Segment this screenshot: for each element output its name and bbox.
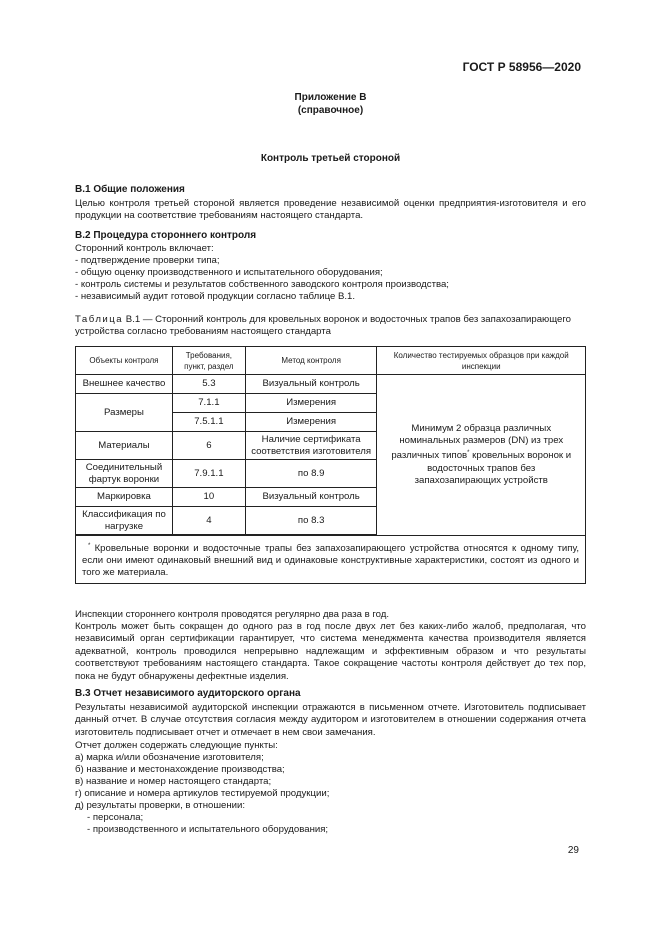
table-cell: Визуальный контроль bbox=[245, 488, 377, 507]
section-b1-title: В.1 Общие положения bbox=[75, 184, 185, 195]
list-item: - общую оценку производственного и испытательного оборудования; bbox=[75, 267, 383, 278]
table-cell: Визуальный контроль bbox=[245, 375, 377, 394]
table-cell: Соединительный фартук воронки bbox=[76, 460, 173, 488]
table-cell: Маркировка bbox=[76, 488, 173, 507]
table-caption-text: В.1 — Сторонний контроль для кровельных воронок и водосточных трапов без запахозапирающего устройства согласно требованиям настоящего стандарта bbox=[75, 314, 571, 338]
table-header-cell: Объекты контроля bbox=[76, 347, 173, 375]
list-item: а) марка и/или обозначение изготовителя; bbox=[75, 752, 264, 763]
table-footnote-row bbox=[76, 536, 586, 584]
section-b3-text: Результаты независимой аудиторской инспекции отражаются в письменном отчете. Изготовитель подписывает данный отчет. В случае отсутствия согласия между аудитором и изготовителем в отношении содержания отчета изготовитель подписывает отчет и отмечает в нем свои замечания. bbox=[75, 702, 586, 738]
list-subitem: - персонала; bbox=[87, 812, 144, 823]
section-b1-text: Целью контроля третьей стороной является проведение независимой оценки предприятия-изготовителя и его продукции на соответствие требованиям настоящего стандарта. bbox=[75, 198, 586, 222]
table-cell: по 8.9 bbox=[245, 460, 377, 488]
table-header-cell: Количество тестируемых образцов при каждой инспекции bbox=[377, 347, 586, 375]
table-cell-samples: Минимум 2 образца различных номинальных размеров (DN) из трех различных типов* кровельных воронок и водосточных трапов без запахозапирающих устройств bbox=[377, 375, 586, 536]
table-cell: Внешнее качество bbox=[76, 375, 173, 394]
table-cell: Наличие сертификата соответствия изготовителя bbox=[245, 432, 377, 460]
table-cell: 7.5.1.1 bbox=[172, 413, 245, 432]
table-row bbox=[76, 375, 586, 394]
table-cell: 4 bbox=[172, 507, 245, 535]
table-cell: Классификация по нагрузке bbox=[76, 507, 173, 535]
table-cell: 7.9.1.1 bbox=[172, 460, 245, 488]
list-item: - подтверждение проверки типа; bbox=[75, 255, 220, 266]
appendix-subtitle: (справочное) bbox=[297, 105, 364, 116]
table-cell: по 8.3 bbox=[245, 507, 377, 535]
section-b3-title: В.3 Отчет независимого аудиторского органа bbox=[75, 688, 301, 699]
table-cell: Измерения bbox=[245, 394, 377, 413]
list-subitem: - производственного и испытательного оборудования; bbox=[87, 824, 329, 835]
list-item: д) результаты проверки, в отношении: bbox=[75, 800, 246, 811]
section-b2-title: В.2 Процедура стороннего контроля bbox=[75, 230, 257, 241]
section-b3-intro: Отчет должен содержать следующие пункты: bbox=[75, 740, 278, 751]
appendix-title: Приложение В bbox=[294, 92, 367, 103]
document-code: ГОСТ Р 58956—2020 bbox=[462, 60, 581, 74]
section-b2-intro: Сторонний контроль включает: bbox=[75, 243, 214, 254]
table-cell: 5.3 bbox=[172, 375, 245, 394]
list-item: - независимый аудит готовой продукции согласно таблице В.1. bbox=[75, 291, 356, 302]
table-cell: Материалы bbox=[76, 432, 173, 460]
table-cell: Измерения bbox=[245, 413, 377, 432]
table-header-row bbox=[76, 347, 586, 375]
table-cell: 7.1.1 bbox=[172, 394, 245, 413]
control-table bbox=[75, 346, 586, 584]
table-header-cell: Требования, пункт, раздел bbox=[172, 347, 245, 375]
table-caption bbox=[75, 314, 586, 339]
list-item: в) название и номер настоящего стандарта; bbox=[75, 776, 272, 787]
table-footnote: * Кровельные воронки и водосточные трапы без запахозапирающего устройства относятся к одному типу, если они имеют одинаковый внешний вид и одинаковые конструктивные характеристики, состоят из одного и того же материала. bbox=[76, 536, 586, 584]
table-header-cell: Метод контроля bbox=[245, 347, 377, 375]
page-number: 29 bbox=[567, 845, 579, 856]
table-cell: 6 bbox=[172, 432, 245, 460]
table-caption-label: Таблица bbox=[75, 314, 124, 325]
paragraph: Инспекции стороннего контроля проводятся регулярно два раза в год. bbox=[75, 609, 390, 620]
table-cell: 10 bbox=[172, 488, 245, 507]
paragraph: Контроль может быть сокращен до одного раз в год после двух лет без каких-либо жалоб, предполагая, что независимый орган сертификации гарантирует, что система менеджмента качества производителя является адекватной, контроль проводился непрерывно надлежащим и эффективным образом и что результаты соответствуют требованиям настоящего стандарта. Такое сокращение частоты контроля действует до тех пор, пока не будут обнаружены дефектные изделия. bbox=[75, 621, 586, 682]
appendix-heading: Контроль третьей стороной bbox=[260, 153, 401, 164]
list-item: г) описание и номера артикулов тестируемой продукции; bbox=[75, 788, 330, 799]
table-cell: Размеры bbox=[76, 394, 173, 432]
list-item: б) название и местонахождение производства; bbox=[75, 764, 285, 775]
list-item: - контроль системы и результатов собственного заводского контроля производства; bbox=[75, 279, 449, 290]
